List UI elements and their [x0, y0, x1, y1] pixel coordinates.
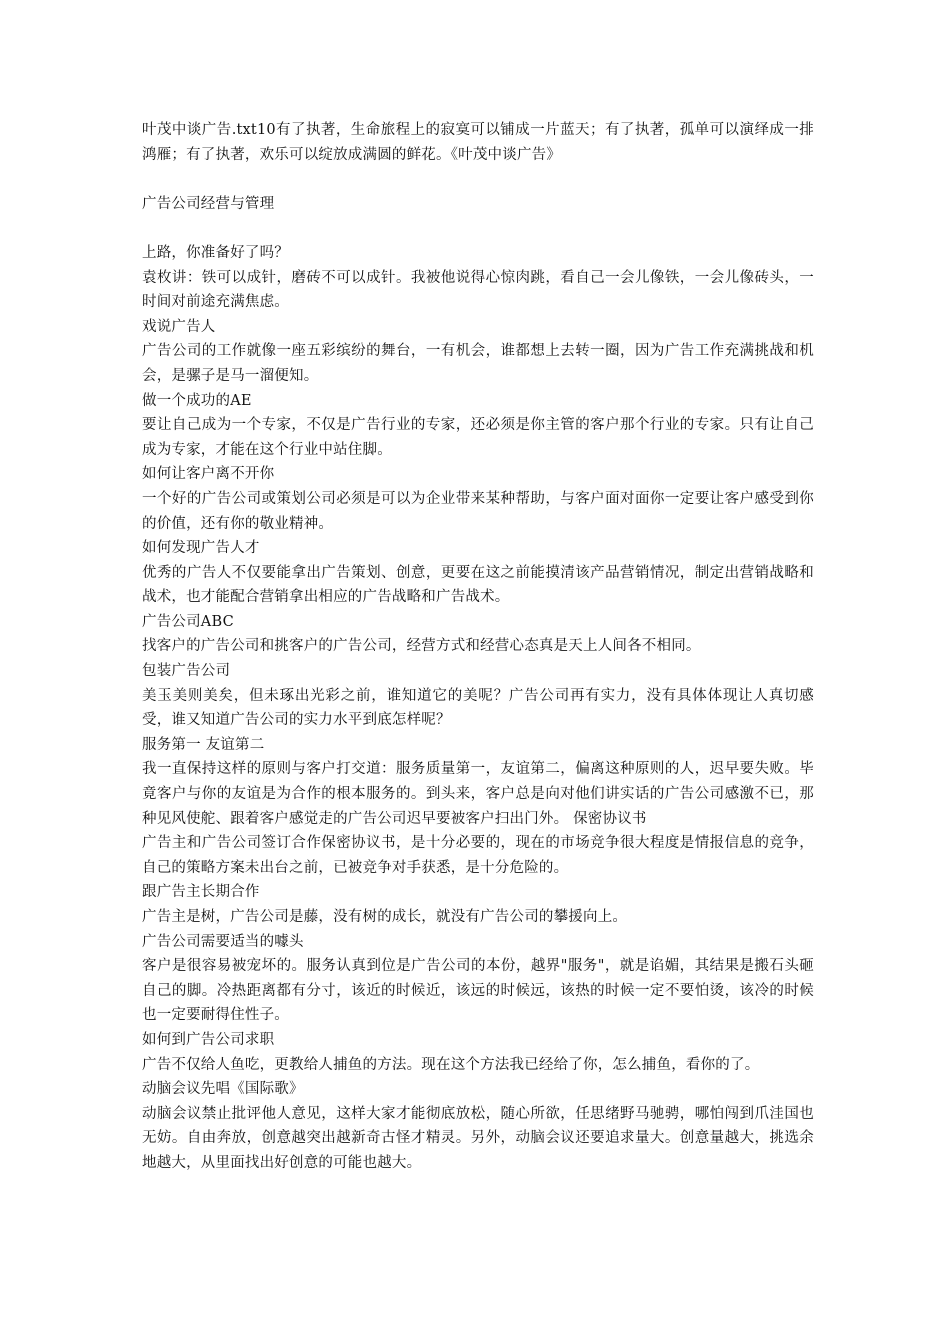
section-heading: 包装广告公司 — [142, 663, 231, 680]
section-body: 找客户的广告公司和挑客户的广告公司，经营方式和经营心态真是天上人间各不相同。 — [142, 638, 701, 655]
intro-paragraph: 叶茂中谈广告.txt10有了执著，生命旅程上的寂寞可以铺成一片蓝天；有了执著，孤单可以演绎成一排鸿雁；有了执著，欢乐可以绽放成满圆的鲜花。《叶茂中谈广告》 — [142, 122, 814, 163]
section-heading: 上路，你准备好了吗？ — [142, 244, 289, 261]
blank-line — [142, 216, 814, 241]
section-body: 广告公司的工作就像一座五彩缤纷的舞台，一有机会，谁都想上去转一圈，因为广告工作充满挑战和机会，是骡子是马一溜便知。 — [142, 343, 814, 384]
section-heading: 广告公司需要适当的噱头 — [142, 933, 304, 950]
section-heading: 如何到广告公司求职 — [142, 1031, 275, 1048]
section-body: 广告主和广告公司签订合作保密协议书，是十分必要的，现在的市场竞争很大程度是情报信息的竞争，自己的策略方案未出台之前，已被竞争对手获悉，是十分危险的。 — [142, 835, 814, 876]
section-heading: 如何发现广告人才 — [142, 540, 260, 557]
section-body: 广告不仅给人鱼吃，更教给人捕鱼的方法。现在这个方法我已经给了你，怎么捕鱼，看你的了。 — [142, 1056, 760, 1073]
section-heading: 服务第一 友谊第二 — [142, 736, 265, 753]
section-body: 动脑会议禁止批评他人意见，这样大家才能彻底放松，随心所欲，任思绪野马驰骋，哪怕闯到爪洼国也无妨。自由奔放，创意越突出越新奇古怪才精灵。另外，动脑会议还要追求量大。创意量越大，挑选余地越大，从里面找出好创意的可能也越大。 — [142, 1105, 814, 1171]
section-body: 我一直保持这样的原则与客户打交道：服务质量第一，友谊第二，偏离这种原则的人，迟早要失败。毕竟客户与你的友谊是为合作的根本服务的。到头来，客户总是向对他们讲实话的广告公司感激不已，那种见风使舵、跟着客户感觉走的广告公司迟早要被客户扫出门外。 保密协议书 — [142, 761, 814, 827]
section-heading: 做一个成功的AE — [142, 392, 252, 409]
section-heading: 如何让客户离不开你 — [142, 466, 275, 483]
section-body: 一个好的广告公司或策划公司必须是可以为企业带来某种帮助，与客户面对面你一定要让客户感受到你的价值，还有你的敬业精神。 — [142, 490, 814, 532]
section-body: 美玉美则美矣，但未琢出光彩之前，谁知道它的美呢？广告公司再有实力，没有具体体现让人真切感受，谁又知道广告公司的实力水平到底怎样呢？ — [142, 687, 814, 729]
blank-line — [142, 167, 814, 192]
section-heading: 广告公司ABC — [142, 613, 234, 630]
section-heading: 动脑会议先唱《国际歌》 — [142, 1081, 304, 1098]
section-body: 广告主是树，广告公司是藤，没有树的成长，就没有广告公司的攀援向上。 — [142, 909, 628, 925]
section-heading: 戏说广告人 — [142, 318, 216, 335]
document-title: 广告公司经营与管理 — [142, 195, 275, 212]
section-body: 袁枚讲：铁可以成针，磨砖不可以成针。我被他说得心惊肉跳，看自己一会儿像铁，一会儿像砖头，一时间对前途充满焦虑。 — [142, 269, 814, 311]
section-heading: 跟广告主长期合作 — [142, 884, 260, 901]
document-page — [142, 118, 814, 1176]
section-body: 优秀的广告人不仅要能拿出广告策划、创意，更要在这之前能摸清该产品营销情况，制定出营销战略和战术，也才能配合营销拿出相应的广告战略和广告战术。 — [142, 564, 814, 606]
section-body: 要让自己成为一个专家，不仅是广告行业的专家，还必须是你主管的客户那个行业的专家。只有让自己成为专家，才能在这个行业中站住脚。 — [142, 417, 814, 458]
section-body: 客户是很容易被宠坏的。服务认真到位是广告公司的本份，越界"服务"，就是谄媚，其结果是搬石头砸自己的脚。冷热距离都有分寸，该近的时候近，该远的时候远，该热的时候一定不要怕烫，该冷的时候也一定要耐得住性子。 — [142, 958, 814, 1024]
